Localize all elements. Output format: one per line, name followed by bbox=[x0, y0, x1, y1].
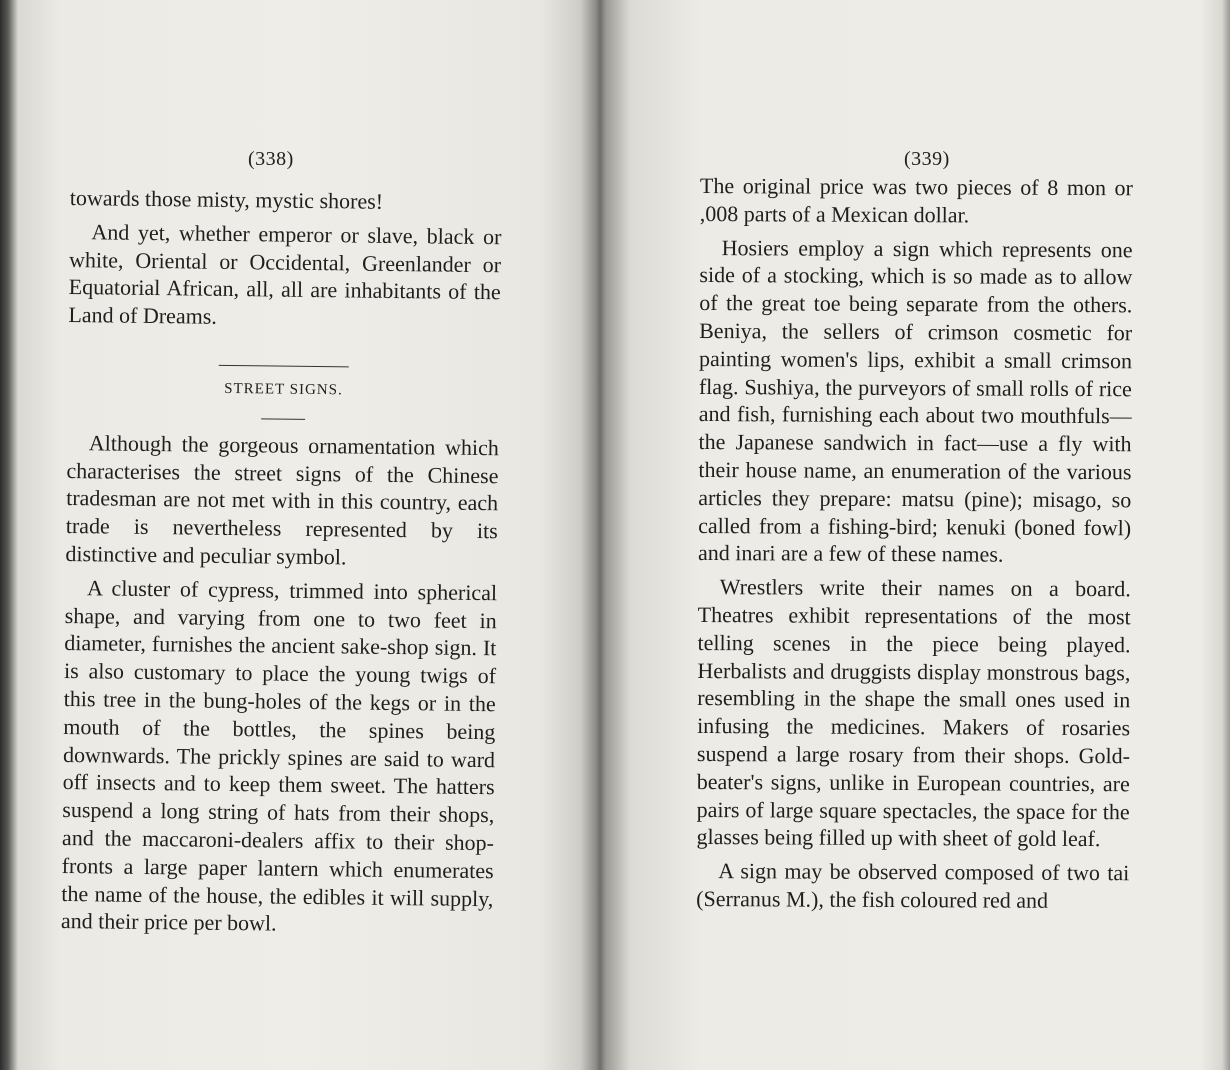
right-page bbox=[612, 0, 1222, 1070]
right-page-text bbox=[696, 172, 1133, 921]
page-number-left: (338) bbox=[248, 148, 294, 170]
page-number-right: (339) bbox=[904, 148, 950, 170]
intro-line: towards those misty, mystic shores! bbox=[69, 184, 384, 214]
left-page bbox=[20, 0, 590, 1070]
divider-rule bbox=[219, 365, 349, 368]
left-page-text bbox=[61, 184, 502, 946]
paragraph: Although the gorgeous ornamentation which characterises the street signs of the Chinese tradesman are not met with in this country, each trade is nevertheless represented by its distinctive and peculiar symbol. bbox=[65, 430, 499, 570]
paragraph: And yet, whether emperor or slave, black or white, Oriental or Occidental, Greenlander or Equatorial African, all, all are inhabitants of the Land of Dreams. bbox=[68, 219, 502, 329]
paragraph: A sign may be observed composed of two tai (Serranus M.), the fish coloured red and bbox=[696, 858, 1130, 913]
paragraph: A cluster of cypress, trimmed into spherical shape, and varying from one to two feet in diameter, furnishes the ancient sake-shop sign. It is also customary to place the young twigs of this tree in the bung-holes of the kegs or in the mouth of the bottles, the spines being downwards. The prickly spines are said to ward off insects and to keep them sweet. The hatters suspend a long string of hats from their shops, and the maccaroni-dealers affix to their shop-fronts a large paper lantern which enumerates the name of the house, the edibles it will supply, and their price per bowl. bbox=[60, 575, 498, 936]
paragraph: The original price was two pieces of 8 mon or ,008 parts of a Mexican dollar. bbox=[699, 172, 1133, 228]
paragraph: Hosiers employ a sign which represents one side of a stocking, which is so made as to allow of the great toe being separate from the others. Beniya, the sellers of crimson cosmetic for painting women's lips, exhibit a small crimson flag. Sushiya, the purveyors of small rolls of rice and fish, furnishing each about two mouthfuls—the Japanese sandwich in fact—use a fly with their house name, an enumeration of the various articles they prepare: matsu (pine); misago, so called from a fishing-bird; kenuki (boned fowl) and inari are a few of these names. bbox=[697, 234, 1133, 567]
paragraph: Wrestlers write their names on a board. Theatres exhibit representations of the most telling scenes in the piece being played. Herbalists and druggists display monstrous bags, resembling in the shape the small ones used in infusing the medicines. Makers of rosaries suspend a large rosary from their shops. Gold-beater's signs, unlike in European countries, are pairs of large square spectacles, the space for the glasses being filled up with sheet of gold leaf. bbox=[696, 574, 1131, 852]
section-heading: STREET SIGNS. bbox=[224, 380, 343, 399]
divider-rule-short bbox=[261, 418, 305, 420]
